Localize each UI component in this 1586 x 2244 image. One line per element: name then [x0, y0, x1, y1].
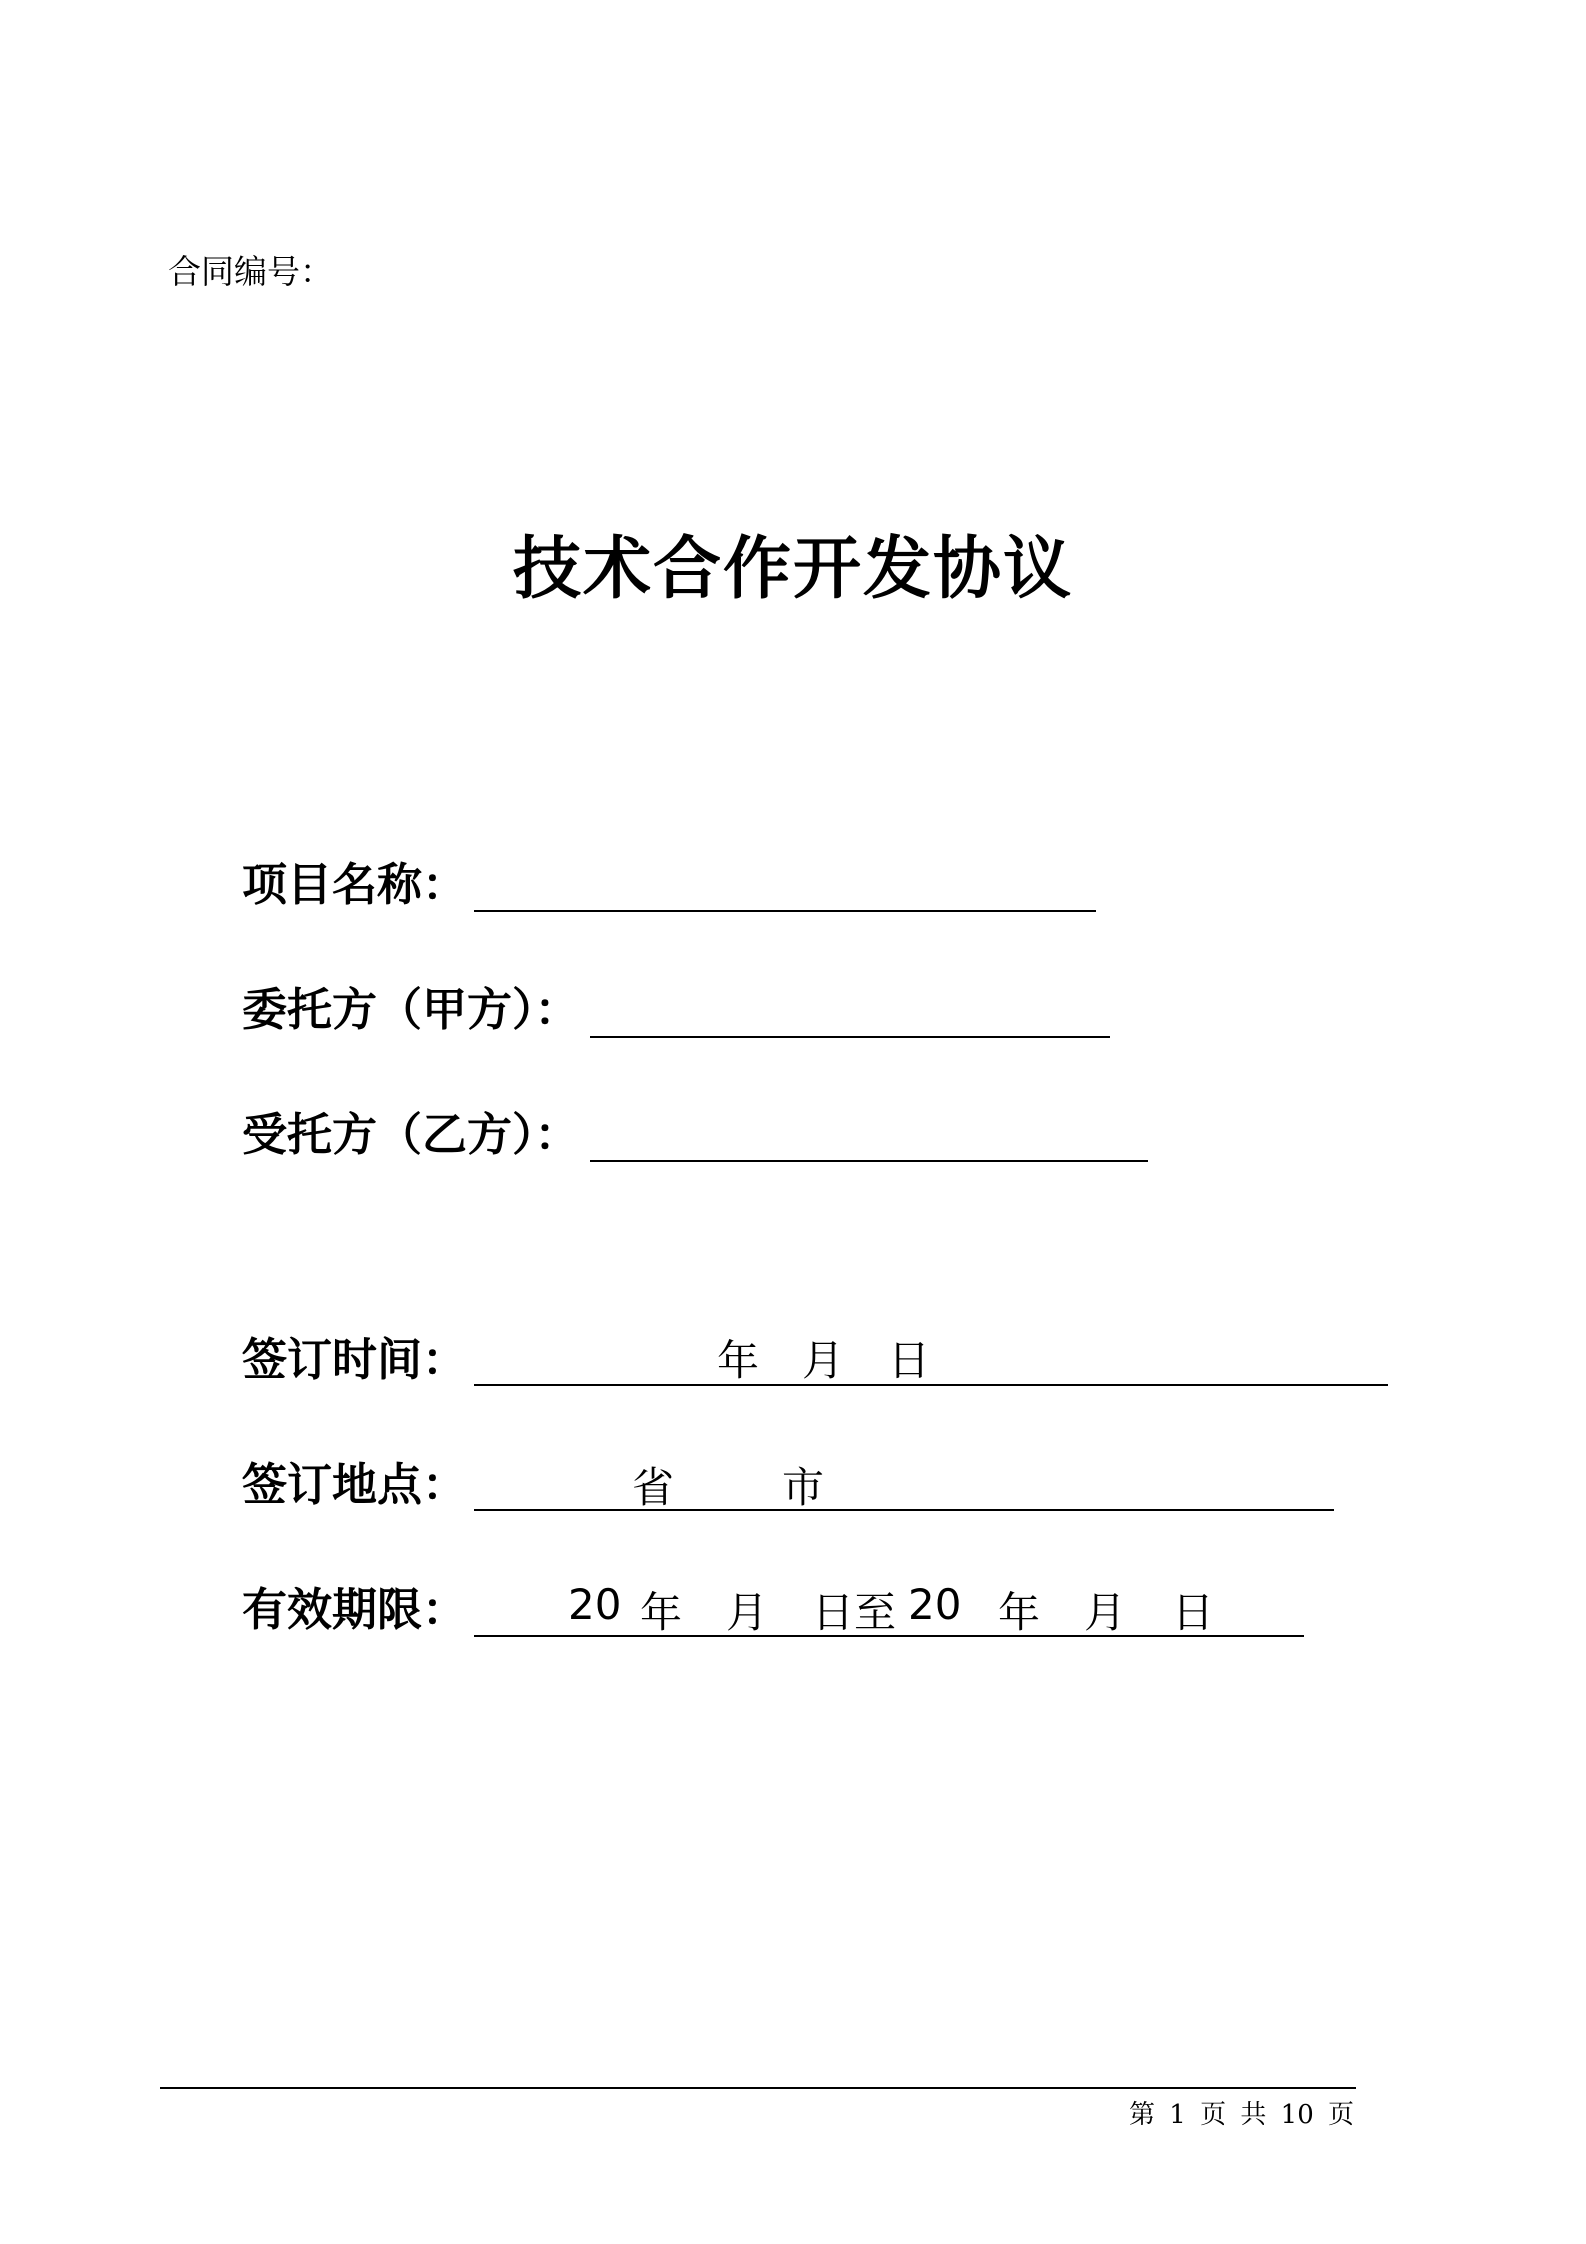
sign-date-label: 签订时间：	[242, 1333, 468, 1386]
party-a-blank[interactable]	[590, 1036, 1110, 1038]
validity-from-day-to: 日至	[812, 1588, 897, 1637]
sign-place-province: 省	[632, 1463, 675, 1512]
sign-place-label: 签订地点：	[242, 1458, 468, 1511]
contract-number-label: 合同编号：	[168, 252, 333, 291]
validity-to-month: 月	[1084, 1588, 1127, 1637]
validity-to-year: 年	[998, 1588, 1041, 1637]
party-b-label: 受托方（乙方）：	[242, 1108, 580, 1161]
sign-date-month: 月	[802, 1336, 845, 1385]
sign-date-year: 年	[717, 1336, 760, 1385]
party-a-label: 委托方（甲方）：	[242, 983, 580, 1036]
validity-blank[interactable]	[474, 1635, 1304, 1637]
sign-date-day: 日	[888, 1336, 931, 1385]
document-title: 技术合作开发协议	[512, 530, 1073, 609]
sign-place-blank[interactable]	[474, 1509, 1334, 1511]
validity-from-prefix: 20	[568, 1580, 622, 1629]
project-name-blank[interactable]	[474, 910, 1096, 912]
validity-label: 有效期限：	[242, 1583, 468, 1636]
sign-date-blank[interactable]	[474, 1384, 1388, 1386]
page-indicator: 第 1 页 共 10 页	[1129, 2100, 1354, 2130]
sign-place-city: 市	[782, 1463, 825, 1512]
footer-rule	[160, 2087, 1356, 2089]
project-name-label: 项目名称：	[242, 858, 468, 911]
validity-to-prefix: 20	[908, 1580, 962, 1629]
party-b-blank[interactable]	[590, 1160, 1148, 1162]
validity-to-day: 日	[1172, 1588, 1215, 1637]
validity-from-month: 月	[726, 1588, 769, 1637]
validity-from-year: 年	[640, 1588, 683, 1637]
